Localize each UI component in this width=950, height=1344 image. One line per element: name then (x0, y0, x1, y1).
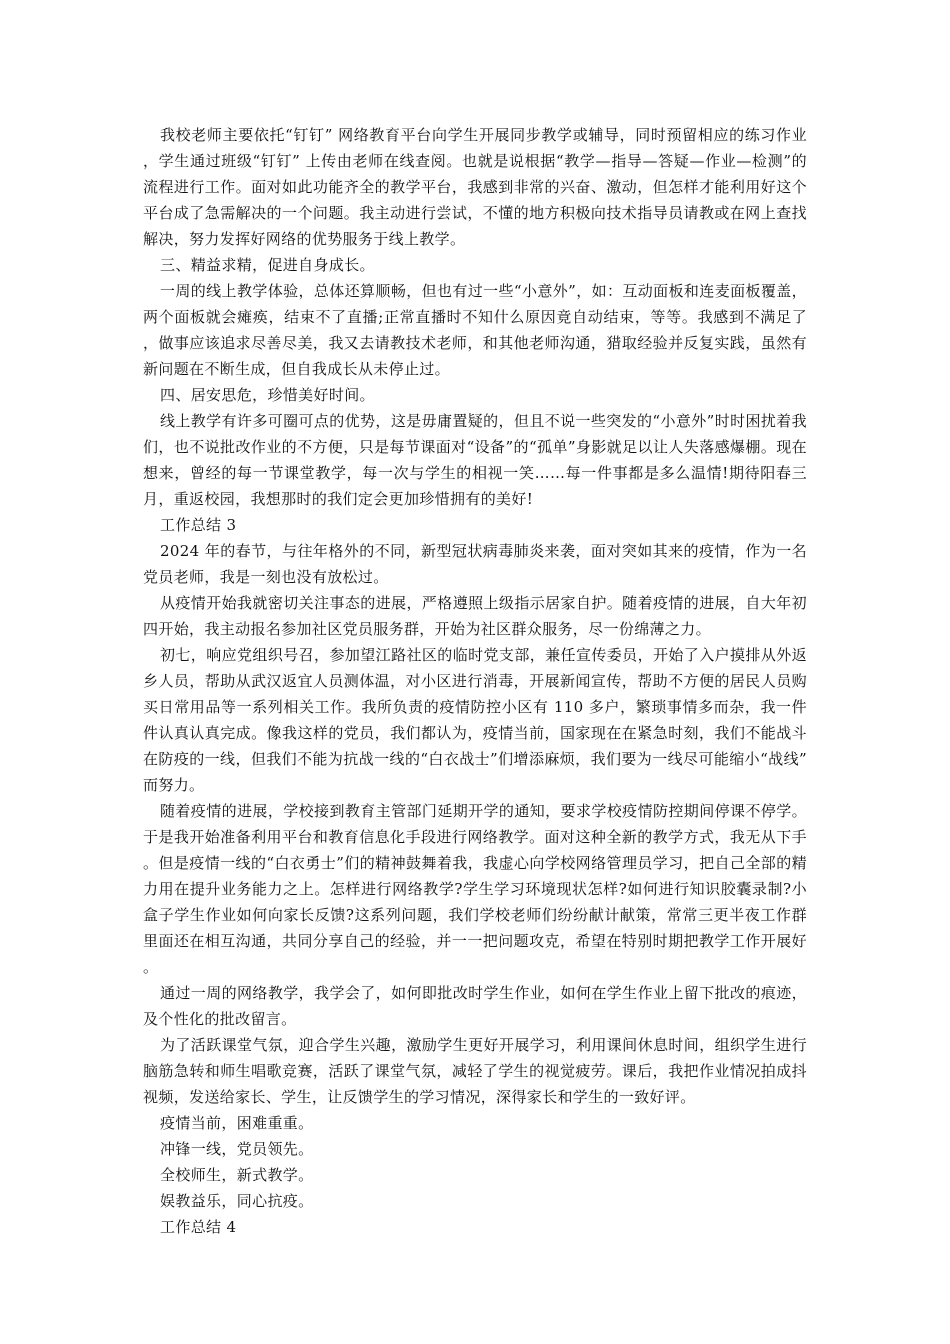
heading-work-summary-3: 工作总结 3 (160, 516, 237, 534)
document-body (143, 122, 807, 1240)
paragraph-classroom-atmosphere: 为了活跃课堂气氛，迎合学生兴趣，激励学生更好开展学习，利用课间休息时间，组织学生进行脑筋急转和师生唱歌竞赛，活跃了课堂气氛，减轻了学生的视觉疲劳。课后，我把作业情况拍成抖视频，发送给家长、学生，让反馈学生的学习情况，深得家长和学生的一致好评。 (143, 1036, 807, 1106)
paragraph-dingtalk-platform: 我校老师主要依托“钉钉” 网络教育平台向学生开展同步教学或辅导，同时预留相应的练习作业，学生通过班级“钉钉” 上传由老师在线查阅。也就是说根据“教学—指导—答疑—作业—检测”的流程进行工作。面对如此功能齐全的教学平台，我感到非常的兴奋、激动，但怎样才能利用好这个平台成了急需解决的一个问题。我主动进行尝试，不懂的地方积极向技术指导员请教或在网上查找解决，努力发挥好网络的优势服务于线上教学。 (143, 126, 807, 248)
paragraph-community-service: 初七，响应党组织号召，参加望江路社区的临时党支部，兼任宣传委员，开始了入户摸排从外返乡人员，帮助从武汉返宜人员测体温，对小区进行消毒，开展新闻宣传，帮助不方便的居民人员购买日常用品等一系列相关工作。我所负责的疫情防控小区有 110 多户，繁琐事情多而杂，我一件件认真认真完成。像我这样的党员，我们都认为，疫情当前，国家现在在紧急时刻，我们不能战斗在防疫的一线，但我们不能为抗战一线的“白衣战士”们增添麻烦，我们要为一线尽可能缩小“战线”而努力。 (143, 646, 807, 794)
paragraph-online-teaching-advantages: 线上教学有许多可圈可点的优势，这是毋庸置疑的，但且不说一些突发的“小意外”时时困扰着我们，也不说批改作业的不方便，只是每节课面对“设备”的“孤单”身影就足以让人失落感爆棚。现在想来，曾经的每一节课堂教学，每一次与学生的相视一笑……每一件事都是多么温情!期待阳春三月，重返校园，我想那时的我们定会更加珍惜拥有的美好! (143, 412, 807, 508)
heading-work-summary-4: 工作总结 4 (160, 1218, 237, 1236)
slogan-line-3: 全校师生，新式教学。 (160, 1166, 314, 1184)
heading-section-three: 三、精益求精，促进自身成长。 (160, 256, 375, 274)
slogan-line-1: 疫情当前，困难重重。 (160, 1114, 314, 1132)
paragraph-network-teaching: 随着疫情的进展，学校接到教育主管部门延期开学的通知，要求学校疫情防控期间停课不停学。于是我开始准备利用平台和教育信息化手段进行网络教学。面对这种全新的教学方式，我无从下手。但是疫情一线的“白衣勇士”们的精神鼓舞着我，我虚心向学校网络管理员学习，把自己全部的精力用在提升业务能力之上。怎样进行网络教学?学生学习环境现状怎样?如何进行知识胶囊录制?小盒子学生作业如何向家长反馈?这系列问题，我们学校老师们纷纷献计献策，常常三更半夜工作群里面还在相互沟通，共同分享自己的经验，并一一把问题攻克，希望在特别时期把教学工作开展好。 (143, 802, 807, 976)
heading-section-four: 四、居安思危，珍惜美好时间。 (160, 386, 375, 404)
paragraph-epidemic-start: 从疫情开始我就密切关注事态的进展，严格遵照上级指示居家自护。随着疫情的进展，自大年初四开始，我主动报名参加社区党员服务群，开始为社区群众服务，尽一份绵薄之力。 (143, 594, 807, 638)
paragraph-online-teaching-experience: 一周的线上教学体验，总体还算顺畅，但也有过一些“小意外”，如：互动面板和连麦面板覆盖，两个面板就会瘫痪，结束不了直播;正常直播时不知什么原因竟自动结束，等等。我感到不满足了，做事应该追求尽善尽美，我又去请教技术老师，和其他老师沟通，猎取经验并反复实践，虽然有新问题在不断生成，但自我成长从未停止过。 (143, 282, 807, 378)
paragraph-homework-correction: 通过一周的网络教学，我学会了，如何即批改时学生作业，如何在学生作业上留下批改的痕迹，及个性化的批改留言。 (143, 984, 807, 1028)
slogan-line-2: 冲锋一线，党员领先。 (160, 1140, 314, 1158)
paragraph-spring-festival: 2024 年的春节，与往年格外的不同，新型冠状病毒肺炎来袭，面对突如其来的疫情，作为一名党员老师，我是一刻也没有放松过。 (143, 542, 807, 586)
slogan-line-4: 娱教益乐，同心抗疫。 (160, 1192, 314, 1210)
